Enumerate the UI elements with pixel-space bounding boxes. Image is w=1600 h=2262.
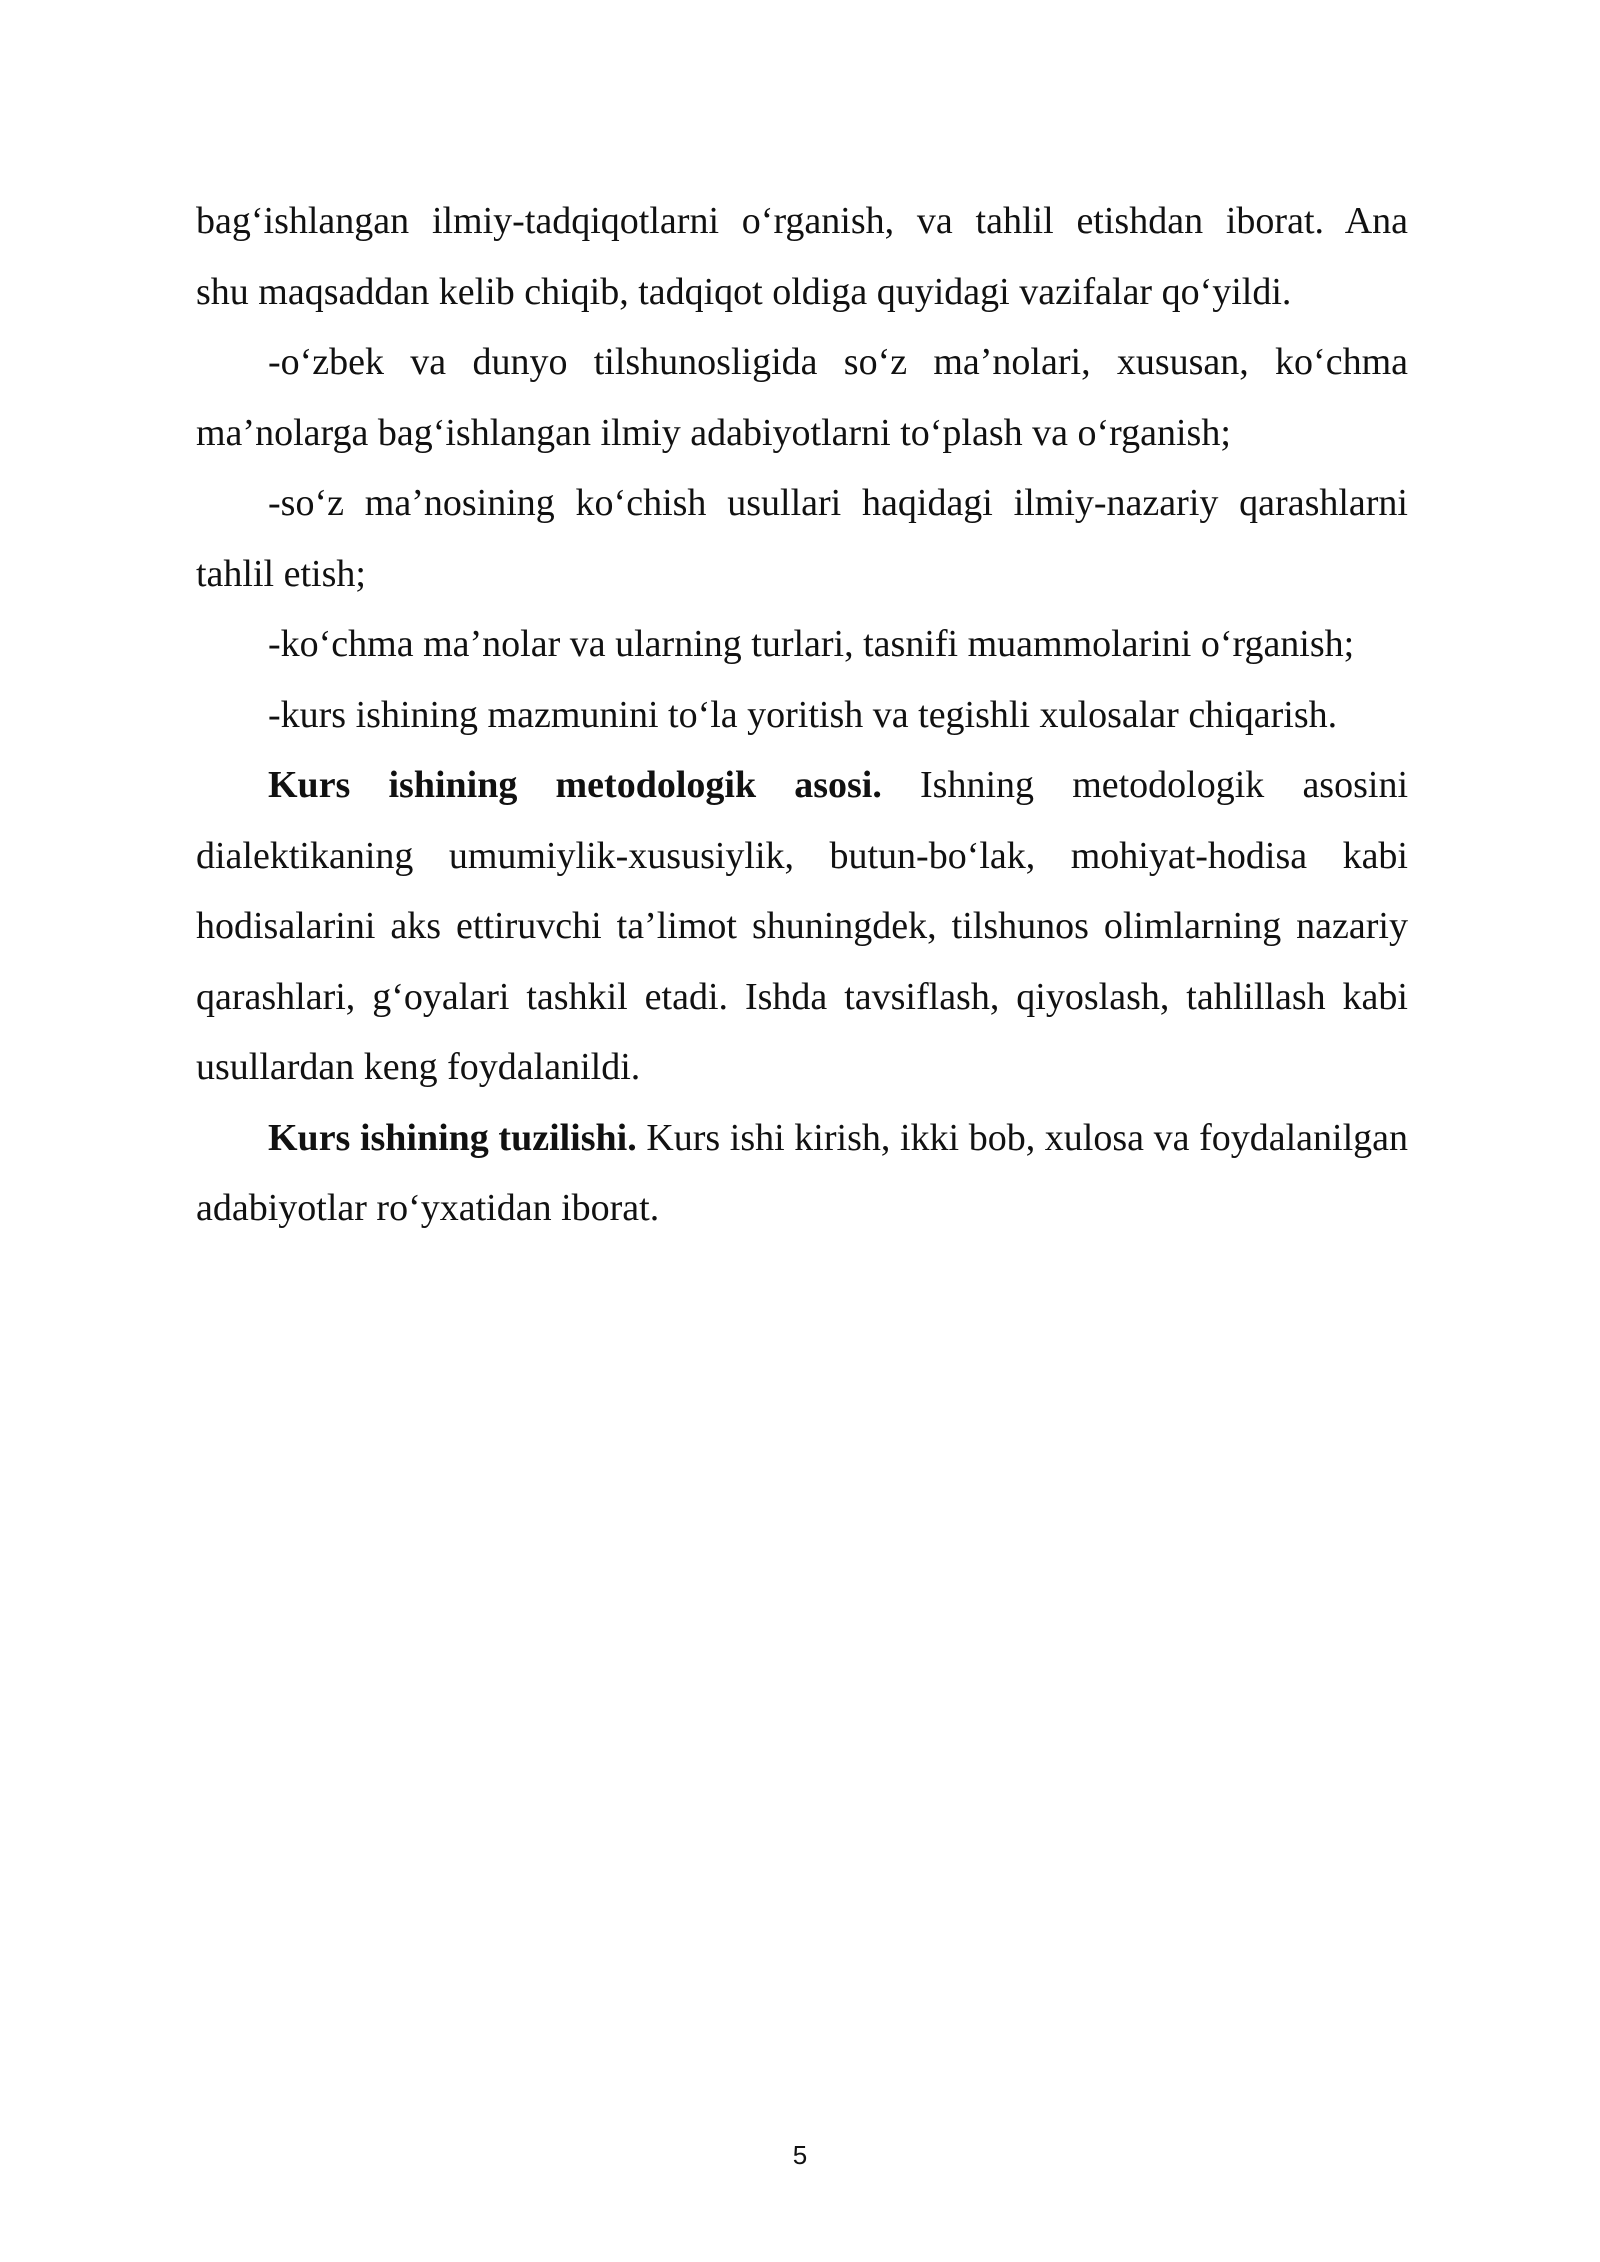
intro-line-1: bag‘ishlangan ilmiy-tadqiqotlarni o‘rganish, va tahlil etishdan iborat. Ana [196, 200, 1408, 242]
intro-paragraph [196, 186, 1408, 257]
methodology-text: Ishning metodologik asosini dialektikaning umumiylik-xususiylik, butun-bo‘lak, mohiyat-hodisa kabi hodisalarini aks ettiruvchi ta’limot shuningdek, tilshunos olimlarning nazariy qarashlari, g‘oyalari tashkil etadi. Ishda tavsiflash, qiyoslash, tahlillash kabi usullardan keng foydalanildi. [196, 764, 1408, 1088]
task-item-3 [196, 609, 1408, 680]
task-item-3-text: -ko‘chma ma’nolar va ularning turlari, tasnifi muammolarini o‘rganish; [268, 623, 1355, 665]
intro-paragraph-continued [196, 257, 1408, 328]
task-item-2 [196, 468, 1408, 609]
methodology-heading: Kurs ishining metodologik asosi. [268, 764, 882, 806]
structure-heading: Kurs ishining tuzilishi. [268, 1116, 637, 1159]
task-item-1 [196, 327, 1408, 468]
task-item-4-text: -kurs ishining mazmunini to‘la yoritish va tegishli xulosalar chiqarish. [268, 693, 1338, 736]
methodology-paragraph [196, 750, 1408, 1103]
intro-line-2: shu maqsaddan kelib chiqib, tadqiqot oldiga quyidagi vazifalar qo‘yildi. [196, 270, 1292, 313]
task-item-2-text: -so‘z ma’nosining ko‘chish usullari haqidagi ilmiy-nazariy qarashlarni tahlil etish; [196, 482, 1408, 595]
structure-paragraph [196, 1103, 1408, 1244]
task-item-1-text: -o‘zbek va dunyo tilshunosligida so‘z ma’nolari, xususan, ko‘chma ma’nolarga bag‘ishlangan ilmiy adabiyotlarni to‘plash va o‘rganish; [196, 341, 1408, 454]
task-item-4 [196, 680, 1408, 751]
structure-text: Kurs ishi kirish, ikki bob, xulosa va foydalanilgan adabiyotlar ro‘yxatidan iborat. [196, 1116, 1408, 1229]
page-number: 5 [792, 2140, 808, 2170]
page-body [196, 186, 1408, 1244]
